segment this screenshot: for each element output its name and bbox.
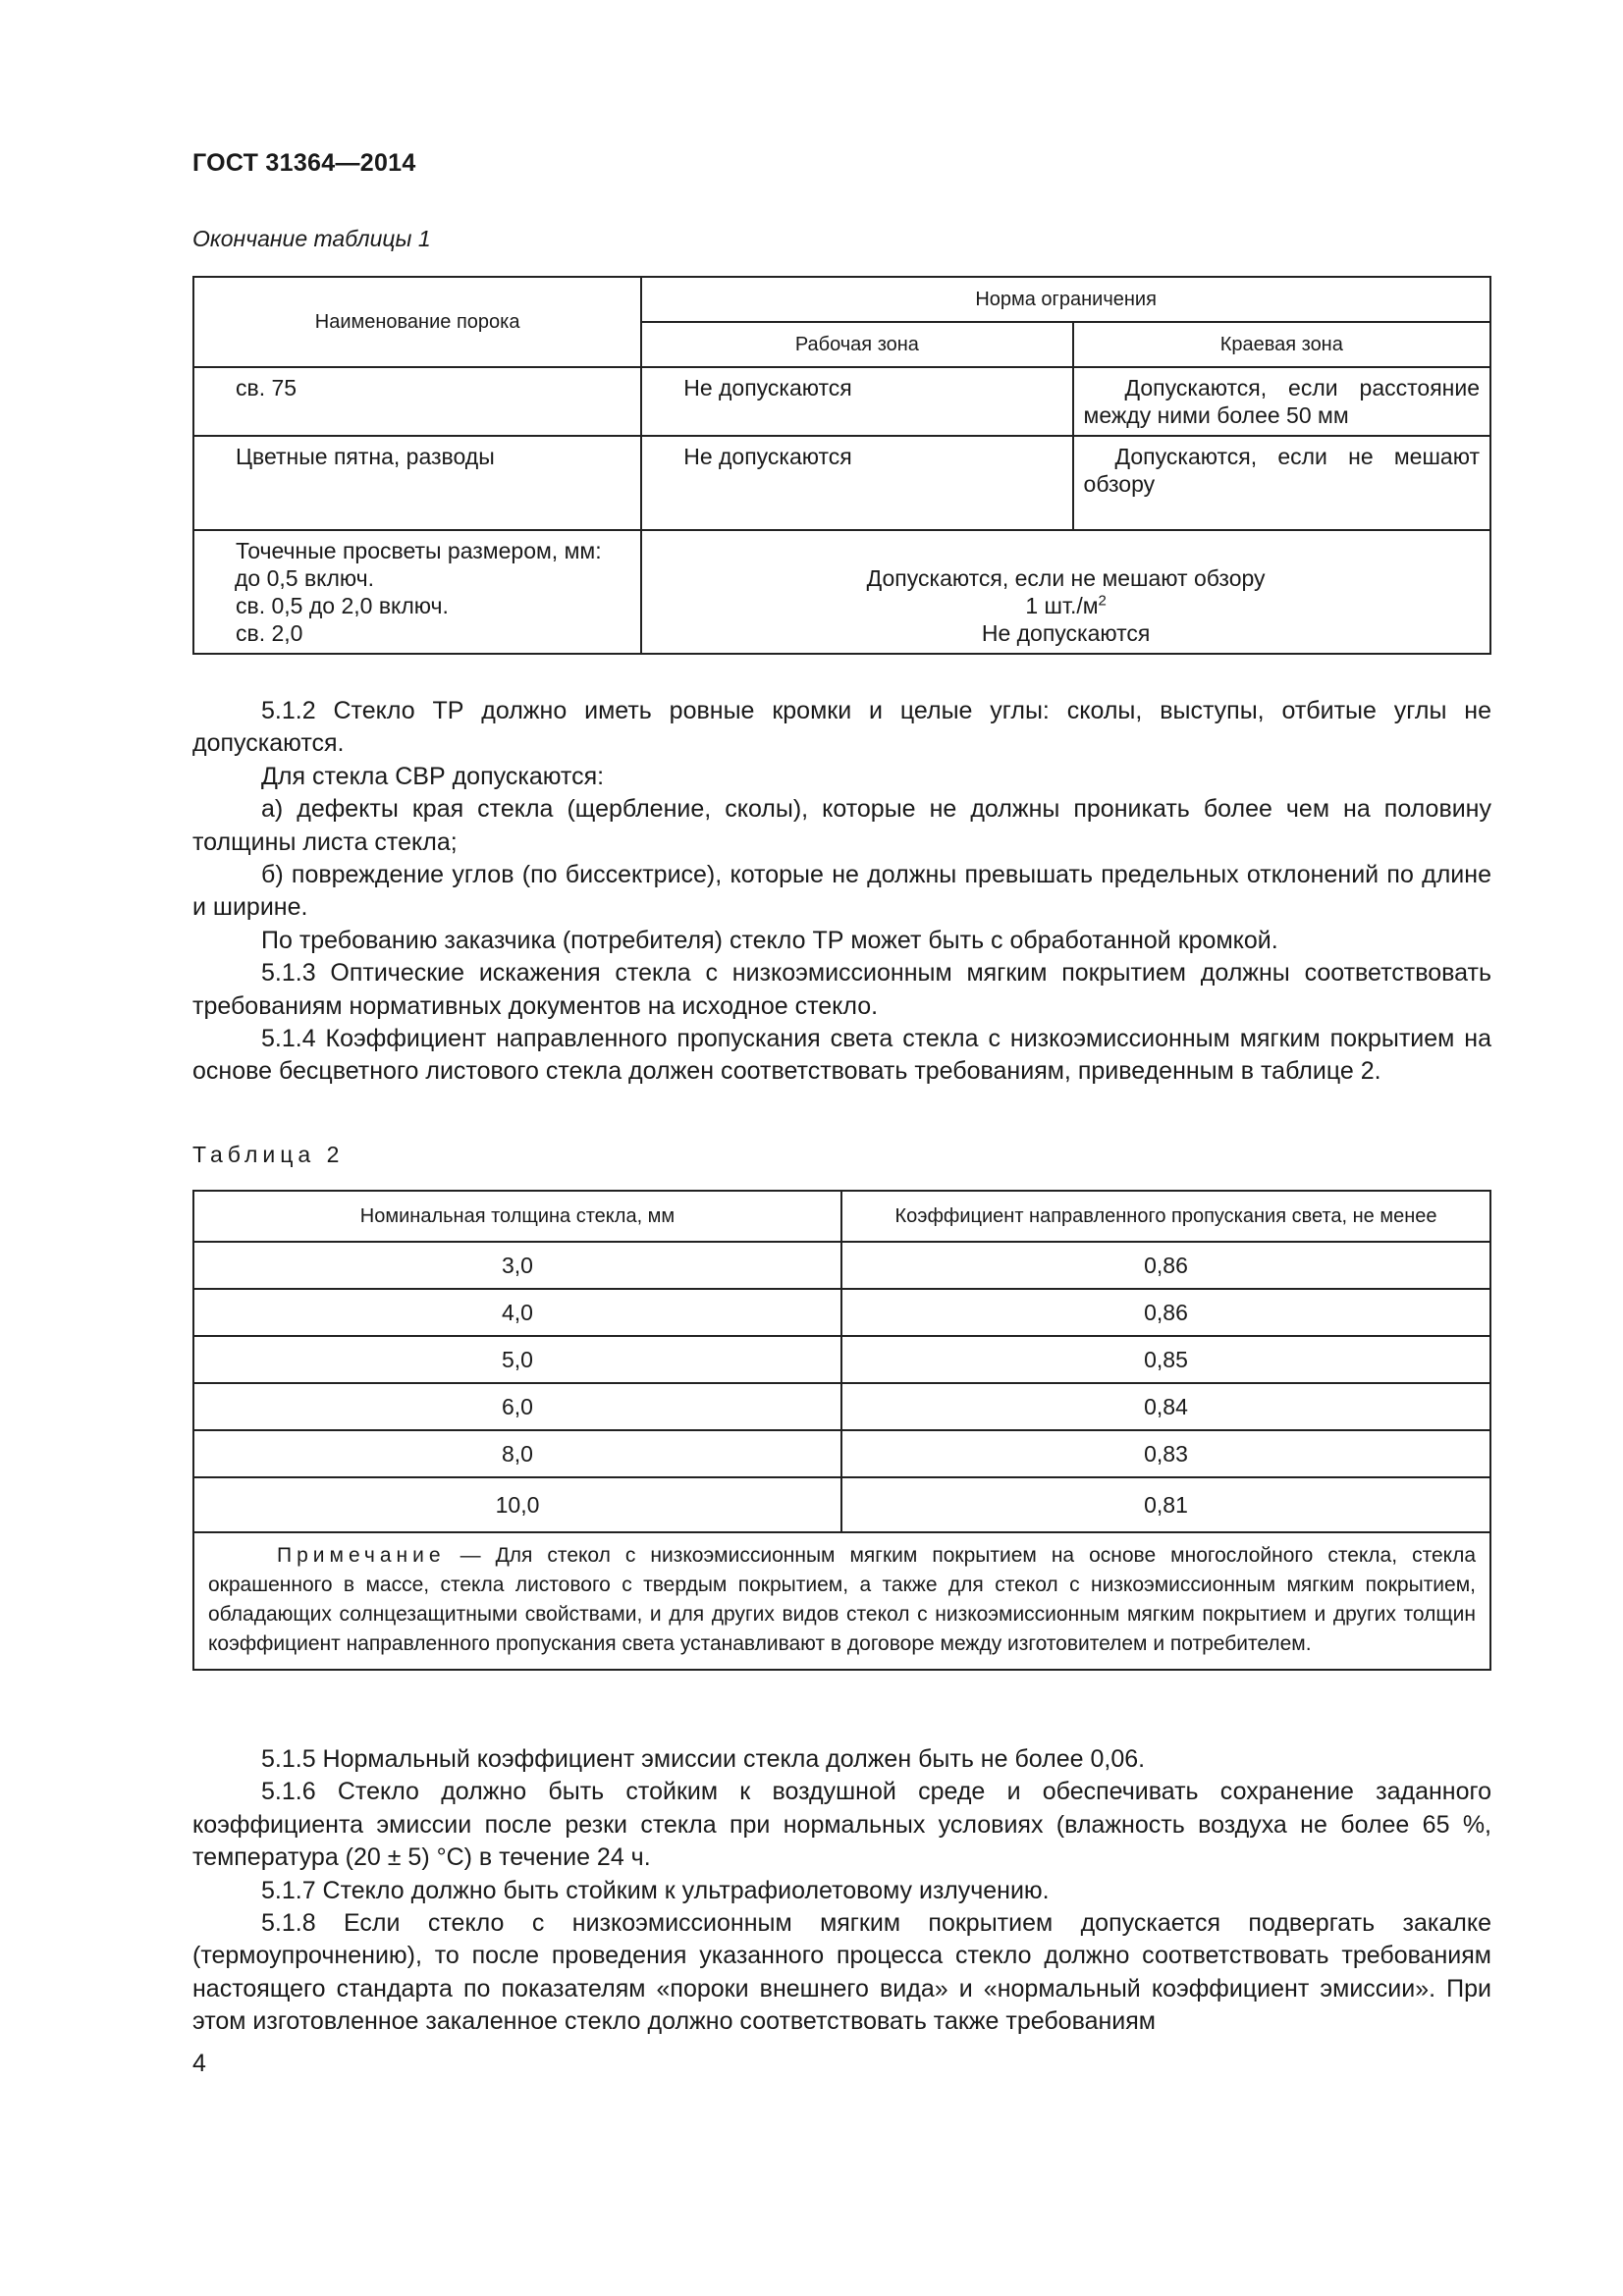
table2-note: [193, 1532, 1490, 1670]
paragraph: Для стекла СВР допускаются:: [261, 762, 605, 790]
table2-caption: Таблица 2: [192, 1142, 345, 1167]
table1-edge-line: Допускаются, если расстояние: [1124, 375, 1480, 400]
paragraph: 5.1.6 Стекло должно быть стойким к воздушной среде и обеспечивать сохранение заданного коэффициента эмиссии после резки стекла при нормальных условиях (влажность воздуха не более 65 %, температура (20 ± 5) °С) в течение 24 ч.: [192, 1778, 1491, 1872]
table2-cell-thickness: 6,0: [193, 1383, 841, 1430]
table2-cell-thickness: 10,0: [193, 1477, 841, 1532]
table1-cell-name: Цветные пятна, разводы: [193, 436, 641, 530]
paragraph: 5.1.2 Стекло ТР должно иметь ровные кромки и целые углы: сколы, выступы, отбитые углы не допускаются.: [192, 697, 1491, 758]
table1-header-edge-zone: Краевая зона: [1073, 322, 1490, 367]
paragraph: 5.1.5 Нормальный коэффициент эмиссии стекла должен быть не более 0,06.: [261, 1745, 1146, 1773]
table1-merged-unit: 1 шт./м: [1025, 593, 1099, 618]
table1-name-line: св. 2,0: [236, 620, 303, 646]
table1-merged-line: Допускаются, если не мешают обзору: [866, 565, 1266, 591]
table2-cell-coef: 0,83: [841, 1430, 1490, 1477]
text-block-b: [192, 1743, 1491, 2039]
paragraph: 5.1.3 Оптические искажения стекла с низкоэмиссионным мягким покрытием должны соответствовать требованиям нормативных документов на исходное стекло.: [192, 959, 1491, 1020]
table2-cell-coef: 0,81: [841, 1477, 1490, 1532]
table1-name-line: Точечные просветы размером, мм:: [236, 538, 602, 563]
table1-edge-line: обзору: [1083, 471, 1156, 497]
table1-cell-work: Не допускаются: [641, 367, 1072, 436]
table1-cell-work: Не допускаются: [641, 436, 1072, 530]
table2-cell-coef: 0,84: [841, 1383, 1490, 1430]
table2-cell-thickness: 4,0: [193, 1289, 841, 1336]
table1-header-work-zone: Рабочая зона: [641, 322, 1072, 367]
table2-cell-coef: 0,85: [841, 1336, 1490, 1383]
table1-caption: Окончание таблицы 1: [192, 226, 431, 251]
table1-merged-sup: 2: [1098, 592, 1107, 610]
table1-name-line: до 0,5 включ.: [235, 565, 375, 591]
paragraph: По требованию заказчика (потребителя) стекло ТР может быть с обработанной кромкой.: [261, 926, 1278, 954]
paragraph: 5.1.7 Стекло должно быть стойким к ультрафиолетовому излучению.: [261, 1876, 1050, 1904]
document-header: ГОСТ 31364—2014: [192, 149, 416, 177]
text-block-a: [192, 695, 1491, 1089]
paragraph: 5.1.4 Коэффициент направленного пропускания света стекла с низкоэмиссионным мягким покрытием на основе бесцветного листового стекла должен соответствовать требованиям, приведенным в таблице 2.: [192, 1025, 1491, 1086]
table2-note-label: Примечание: [277, 1544, 446, 1567]
paragraph: б) повреждение углов (по биссектрисе), которые не должны превышать предельных отклонений по длине и ширине.: [192, 861, 1491, 922]
table1-cell-name-multiline: [193, 530, 641, 654]
table2-cell-thickness: 8,0: [193, 1430, 841, 1477]
table1-merged-line: Не допускаются: [981, 620, 1151, 646]
table1-edge-line: Допускаются, если не мешают: [1114, 444, 1480, 469]
table2-cell-coef: 0,86: [841, 1242, 1490, 1289]
page-number: 4: [192, 2050, 206, 2077]
table2-note-text: — Для стекол с низкоэмиссионным мягким покрытием на основе многослойного стекла, стекла окрашенного в массе, стекла листового с твердым покрытием, а также для стекол с низкоэмиссионным мягким покрытием, обладающих солнцезащитными свойствами, и для других видов стекол с низкоэмиссионным мягким покрытием и других толщин коэффициент направленного пропускания света устанавливают в договоре между изготовителем и потребителем.: [208, 1544, 1476, 1655]
table-2: [192, 1190, 1491, 1671]
table1-edge-line: между ними более 50 мм: [1083, 402, 1349, 428]
table1-cell-edge: [1073, 436, 1490, 530]
table2-cell-thickness: 3,0: [193, 1242, 841, 1289]
table1-name-line: св. 0,5 до 2,0 включ.: [236, 593, 449, 618]
paragraph: 5.1.8 Если стекло с низкоэмиссионным мягким покрытием допускается подвергать закалке (термоупрочнению), то после проведения указанного процесса стекло должно соответствовать требованиям настоящего стандарта по показателям «пороки внешнего вида» и «нормальный коэффициент эмиссии». При этом изготовленное закаленное стекло должно соответствовать также требованиям: [192, 1909, 1491, 2036]
table1-header-norm: Норма ограничения: [641, 277, 1490, 322]
paragraph: а) дефекты края стекла (щербление, сколы), которые не должны проникать более чем на половину толщины листа стекла;: [192, 795, 1491, 856]
table2-header-coef: Коэффициент направленного пропускания света, не менее: [841, 1191, 1490, 1242]
table1-header-name: Наименование порока: [193, 277, 641, 367]
table2-cell-coef: 0,86: [841, 1289, 1490, 1336]
table1-cell-edge: [1073, 367, 1490, 436]
table1-cell-merged: [641, 530, 1490, 654]
table2-cell-thickness: 5,0: [193, 1336, 841, 1383]
table-1: [192, 276, 1491, 655]
table1-merged-line: [652, 592, 1480, 619]
table2-header-thickness: Номинальная толщина стекла, мм: [193, 1191, 841, 1242]
table1-cell-name: св. 75: [193, 367, 641, 436]
